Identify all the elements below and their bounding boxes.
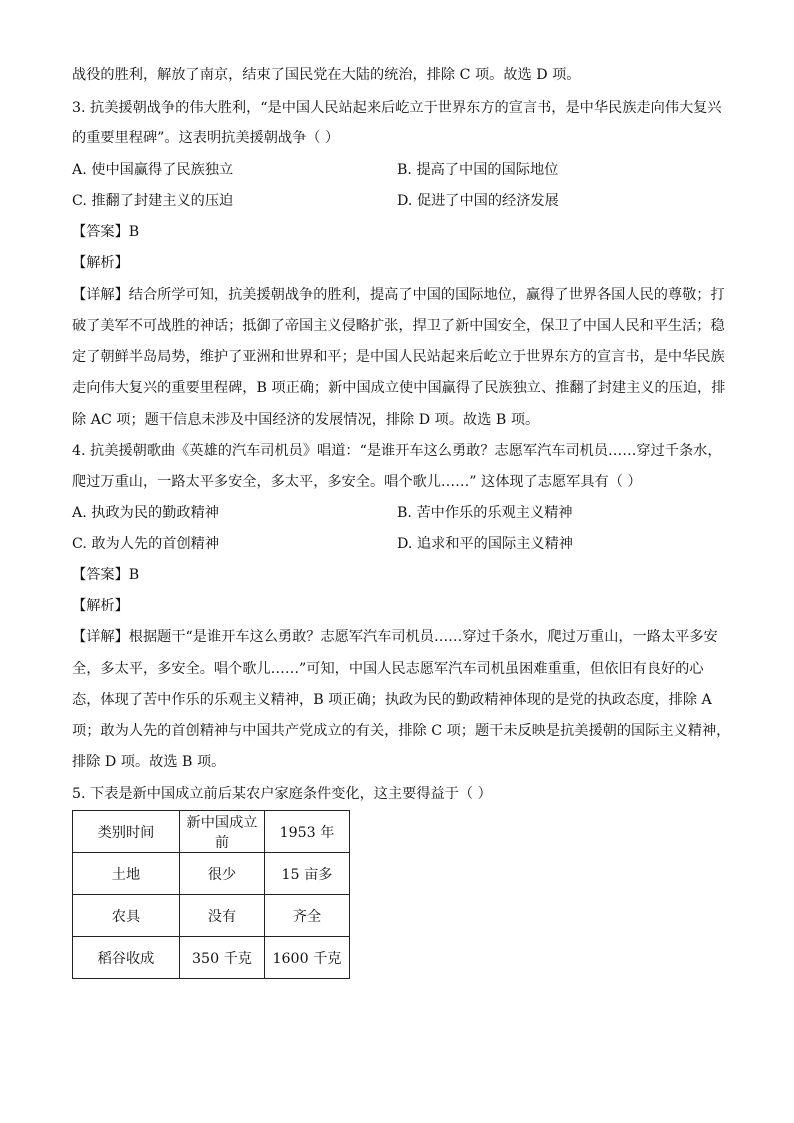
q4-analysis-heading: 【解析】: [72, 598, 129, 614]
table-cell: 类别时间: [73, 811, 180, 853]
q3-answer: 【答案】B: [72, 224, 140, 240]
q3-option-a: A. 使中国赢得了民族独立: [72, 162, 234, 178]
q4-detail-line: 【详解】根据题干“是谁开车这么勇敢？志愿军汽车司机员……穿过千条水，爬过万重山，一路太平多安: [72, 629, 718, 645]
q3-option-d: D. 促进了中国的经济发展: [397, 193, 559, 209]
table-cell: 很少: [180, 853, 265, 895]
question-4-stem-cont: 爬过万重山，一路太平多安全，多太平，多安全。唱个歌儿……” 这体现了志愿军具有（ ）: [72, 474, 642, 490]
table-cell: 没有: [180, 895, 265, 937]
table-cell: 350 千克: [180, 937, 265, 979]
table-row: [73, 811, 350, 853]
q4-option-a: A. 执政为民的勤政精神: [72, 505, 219, 521]
table-cell: 土地: [73, 853, 180, 895]
table-cell: 稻谷收成: [73, 937, 180, 979]
q4-detail-line: 全，多太平，多安全。唱个歌儿……”可知，中国人民志愿军汽车司机虽困难重重，但依旧有良好的心: [72, 661, 704, 677]
q3-detail-line: 除 AC 项；题干信息未涉及中国经济的发展情况，排除 D 项。故选 B 项。: [72, 412, 540, 428]
q5-table: [72, 810, 350, 979]
table-row: [73, 937, 350, 979]
question-5-stem: 5. 下表是新中国成立前后某农户家庭条件变化，这主要得益于（ ）: [72, 786, 492, 802]
question-3-stem-cont: 的重要里程碑”。这表明抗美援朝战争（ ）: [72, 130, 340, 146]
table-row: [73, 895, 350, 937]
question-4-stem: 4. 抗美援朝歌曲《英雄的汽车司机员》唱道：“是谁开车这么勇敢？志愿军汽车司机员……穿过千条水，: [72, 443, 722, 459]
table-cell: 1600 千克: [265, 937, 350, 979]
table-cell: 齐全: [265, 895, 350, 937]
table-cell: 1953 年: [265, 811, 350, 853]
q3-option-c: C. 推翻了封建主义的压迫: [72, 193, 234, 209]
table-cell: 新中国成立前: [180, 811, 265, 853]
q3-detail-line: 定了朝鲜半岛局势，维护了亚洲和世界和平；是中国人民站起来后屹立于世界东方的宣言书，是中华民族: [72, 349, 725, 365]
q4-answer: 【答案】B: [72, 567, 140, 583]
q3-detail-line: 走向伟大复兴的重要里程碑，B 项正确；新中国成立使中国赢得了民族独立、推翻了封建主义的压迫，排: [72, 380, 726, 396]
q4-option-d: D. 追求和平的国际主义精神: [397, 536, 573, 552]
q3-analysis-heading: 【解析】: [72, 255, 129, 271]
q4-option-b: B. 苦中作乐的乐观主义精神: [397, 505, 573, 521]
q3-detail-line: 【详解】结合所学可知，抗美援朝战争的胜利，提高了中国的国际地位，赢得了世界各国人民的尊敬；打: [72, 287, 725, 303]
q4-option-c: C. 敢为人先的首创精神: [72, 536, 220, 552]
q4-detail-line: 排除 D 项。故选 B 项。: [72, 754, 226, 770]
q4-detail-line: 项；敢为人先的首创精神与中国共产党成立的有关，排除 C 项；题干未反映是抗美援朝的国际主义精神，: [72, 723, 731, 739]
q3-option-b: B. 提高了中国的国际地位: [397, 162, 559, 178]
table-cell: 15 亩多: [265, 853, 350, 895]
question-3-stem: 3. 抗美援朝战争的伟大胜利，“是中国人民站起来后屹立于世界东方的宣言书，是中华民族走向伟大复兴: [72, 100, 722, 116]
q4-detail-line: 态，体现了苦中作乐的乐观主义精神，B 项正确；执政为民的勤政精神体现的是党的执政态度，排除 A: [72, 692, 712, 708]
table-cell: 农具: [73, 895, 180, 937]
text-line: 战役的胜利，解放了南京，结束了国民党在大陆的统治，排除 C 项。故选 D 项。: [72, 67, 581, 83]
table-row: [73, 853, 350, 895]
q3-detail-line: 破了美军不可战胜的神话；抵御了帝国主义侵略扩张，捍卫了新中国安全，保卫了中国人民和平生活；稳: [72, 318, 725, 334]
